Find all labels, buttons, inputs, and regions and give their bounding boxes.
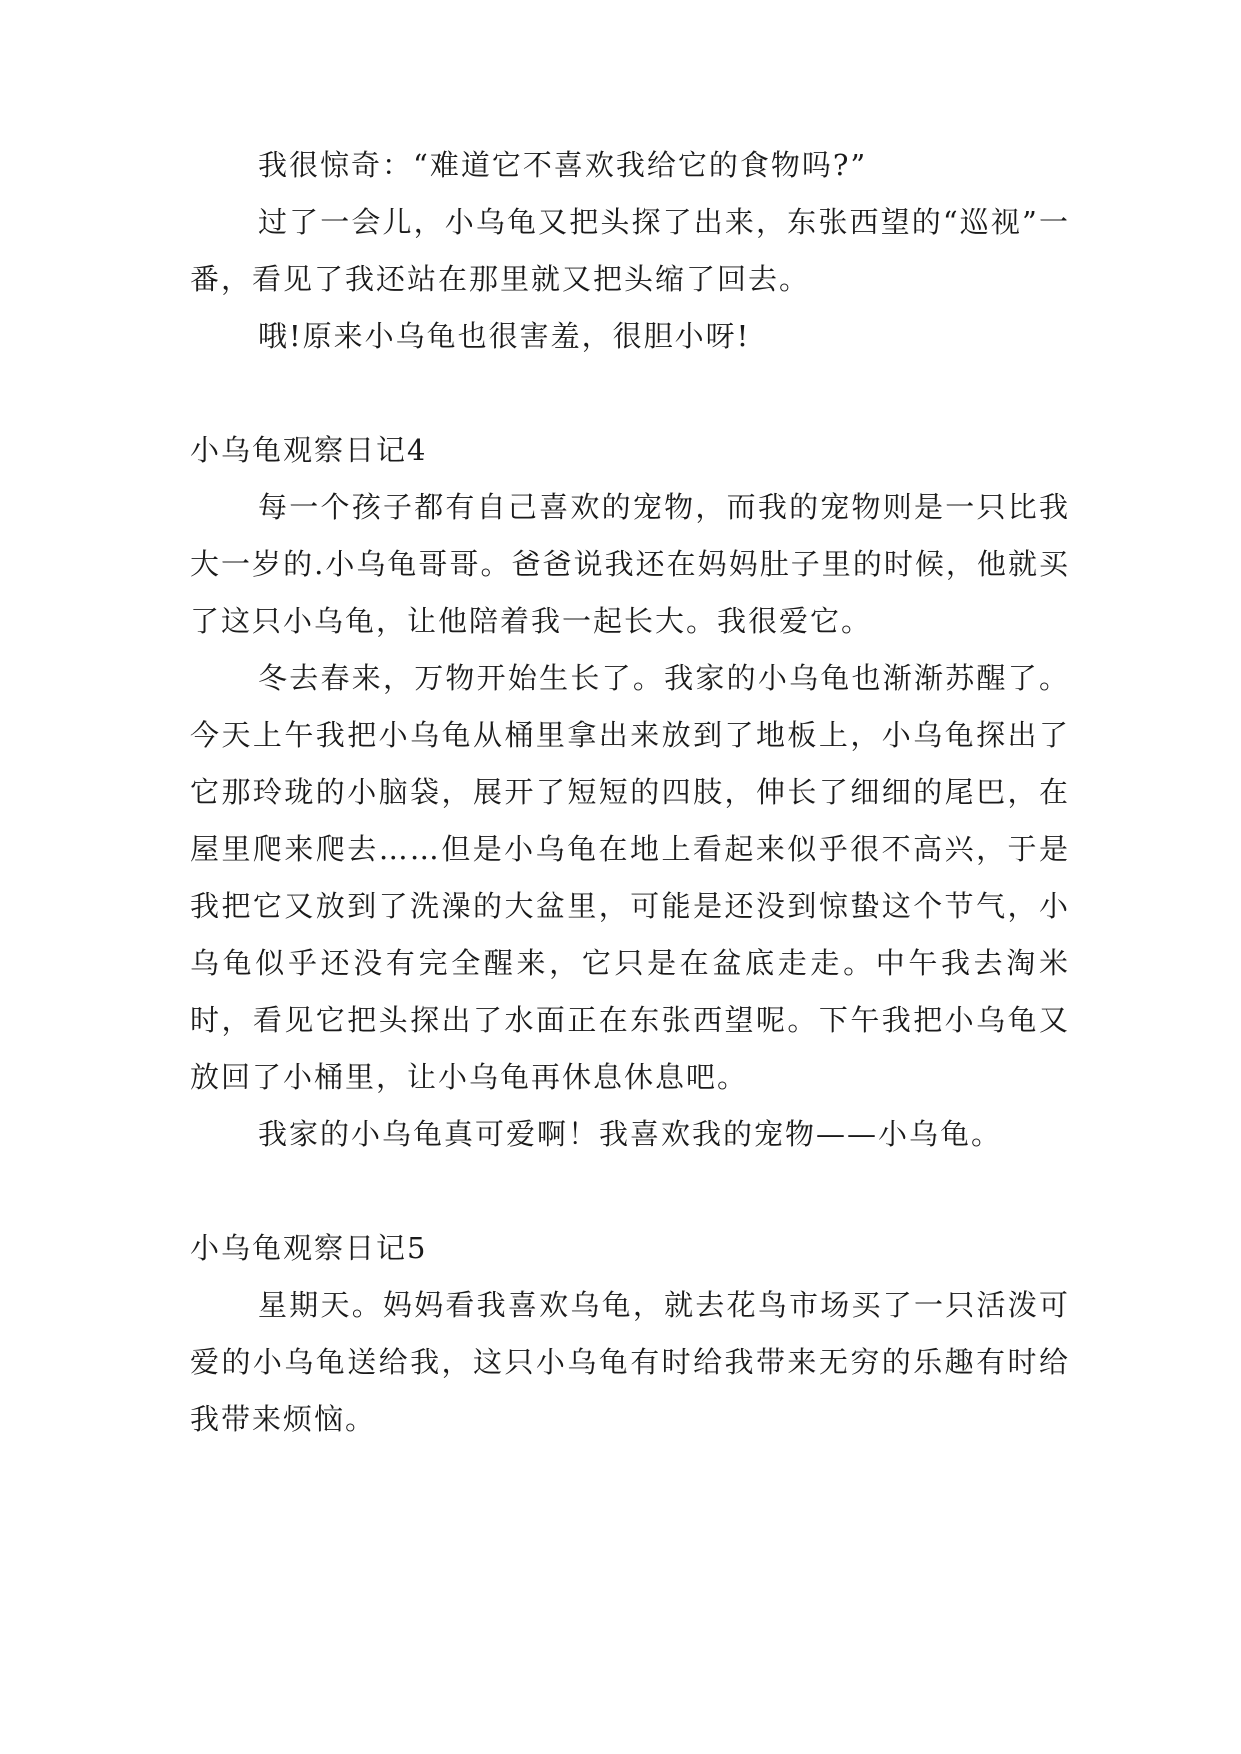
paragraph-spring: 冬去春来，万物开始生长了。我家的小乌龟也渐渐苏醒了。今天上午我把小乌龟从桶里拿出来放到了地板上，小乌龟探出了它那玲珑的小脑袋，展开了短短的四肢，伸长了细细的尾巴，在屋里爬来爬去……但是小乌龟在地上看起来似乎很不高兴，于是我把它又放到了洗澡的大盆里，可能是还没到惊蛰这个节气，小乌龟似乎还没有完全醒来，它只是在盆底走走。中午我去淘米时，看见它把头探出了水面正在东张西望呢。下午我把小乌龟又放回了小桶里，让小乌龟再休息休息吧。: [190, 661, 1070, 1094]
paragraph-surprise: 我很惊奇：“难道它不喜欢我给它的食物吗?”: [258, 148, 868, 182]
paragraph-pet-intro: 每一个孩子都有自己喜欢的宠物，而我的宠物则是一只比我大一岁的.小乌龟哥哥。爸爸说我还在妈妈肚子里的时候，他就买了这只小乌龟，让他陪着我一起长大。我很爱它。: [190, 490, 1070, 638]
paragraph-shy: 哦!原来小乌龟也很害羞，很胆小呀!: [258, 319, 751, 353]
paragraph-sunday: 星期天。妈妈看我喜欢乌龟，就去花鸟市场买了一只活泼可爱的小乌龟送给我，这只小乌龟有时给我带来无穷的乐趣有时给我带来烦恼。: [190, 1288, 1070, 1436]
paragraph-love-pet: 我家的小乌龟真可爱啊！我喜欢我的宠物——小乌龟。: [258, 1117, 1003, 1151]
section-title-5: 小乌龟观察日记5: [190, 1231, 428, 1265]
paragraph-peek-out: 过了一会儿，小乌龟又把头探了出来，东张西望的“巡视”一番，看见了我还站在那里就又把头缩了回去。: [190, 205, 1070, 296]
section-title-4: 小乌龟观察日记4: [190, 433, 428, 467]
